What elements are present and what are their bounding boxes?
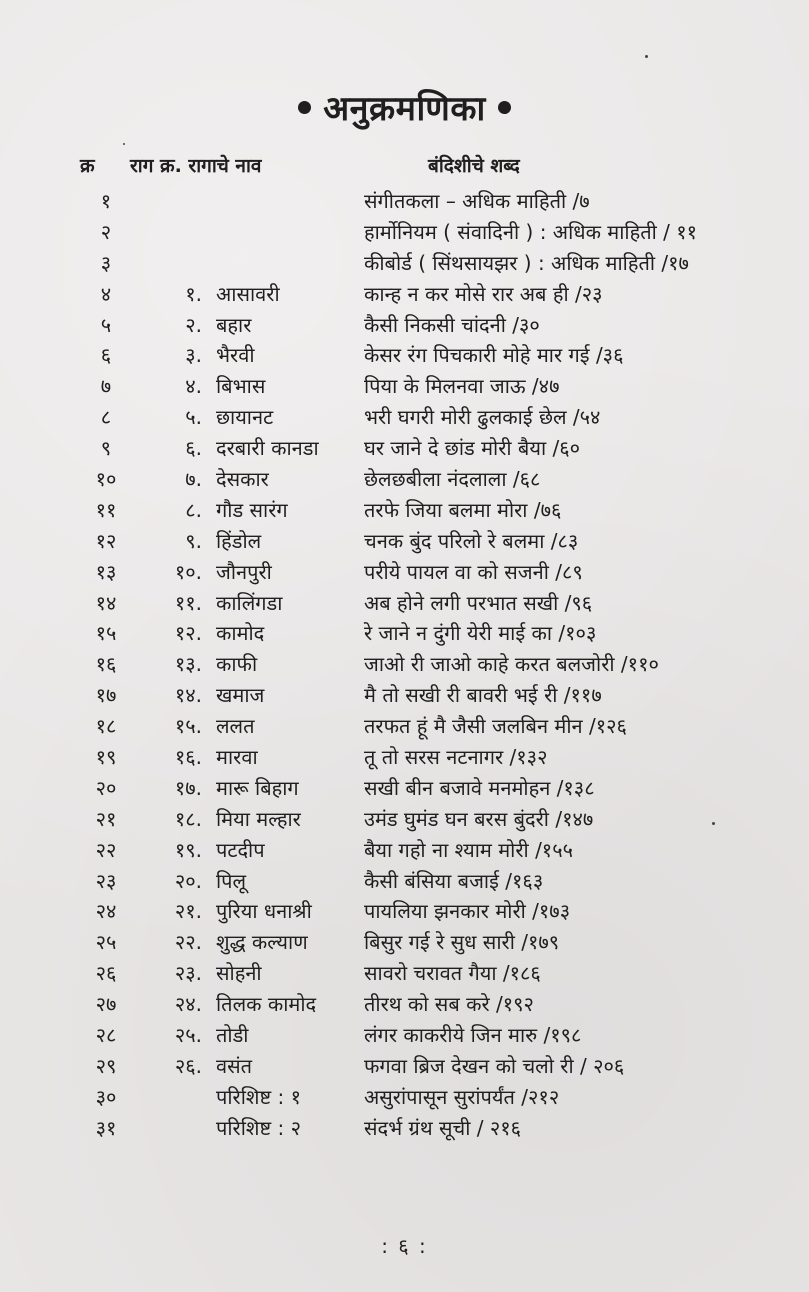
row-raag-name: वसंत [216,1053,253,1078]
header-raag: राग क्र. रागाचे नाव [130,155,262,177]
table-row [0,1113,809,1144]
row-raag-number: २५. [174,1023,202,1048]
table-row [0,186,809,217]
row-raag-name: ललत [216,714,255,739]
row-bandish-words: सावरो चरावत गैया /१८६ [364,961,541,986]
row-raag-name: परिशिष्ट : १ [216,1084,302,1109]
row-bandish-words: परीये पायल वा को सजनी /८९ [364,559,583,584]
table-row [0,248,809,279]
row-raag-number: १. [185,281,202,306]
row-raag-number: १९. [174,837,202,862]
row-raag-name: खमाज [216,683,265,708]
row-serial: ३० [95,1084,117,1109]
row-raag-name: मारवा [216,745,258,770]
row-raag-name: मारू बिहाग [216,775,299,800]
row-raag-number: २३. [174,961,202,986]
row-bandish-words: तरफे जिया बलमा मोरा /७६ [364,497,562,522]
row-bandish-words: बैया गहो ना श्याम मोरी /१५५ [364,837,574,862]
row-bandish-words: कान्ह न कर मोसे रार अब ही /२३ [364,281,603,306]
row-serial: १६ [95,652,117,677]
row-bandish-words: संदर्भ ग्रंथ सूची / २१६ [364,1115,522,1140]
row-serial: २६ [95,961,117,986]
table-row [0,711,809,742]
table-row [0,217,809,248]
row-raag-number: १४. [174,683,202,708]
row-raag-name: काफी [216,652,258,677]
row-raag-name: गौड सारंग [216,497,288,522]
row-raag-name: बिभास [216,374,266,399]
row-raag-name: भैरवी [216,343,255,368]
row-serial: २७ [95,992,117,1017]
table-row [0,495,809,526]
row-bandish-words: तीरथ को सब करे /१९२ [364,992,534,1017]
row-raag-name: कामोद [216,621,265,646]
row-bandish-words: तरफत हूं मै जैसी जलबिन मीन /१२६ [364,714,627,739]
row-bandish-words: फगवा ब्रिज देखन को चलो री / २०६ [364,1053,625,1078]
page-title-text: अनुक्रमणिका [323,89,486,129]
row-bandish-words: चनक बुंद परिलो रे बलमा /८३ [364,528,579,553]
table-row [0,804,809,835]
row-serial: २० [95,775,117,800]
row-serial: १४ [95,590,117,615]
bullet-icon [498,101,511,114]
row-bandish-words: सखी बीन बजावे मनमोहन /१३८ [364,775,595,800]
row-serial: २ [100,219,112,244]
row-raag-number: ७. [185,467,202,492]
table-row [0,649,809,680]
table-row [0,1051,809,1082]
index-table [0,186,809,1144]
row-raag-name: आसावरी [216,281,280,306]
table-row [0,958,809,989]
row-raag-name: छायानट [216,405,274,430]
row-raag-number: १८. [174,806,202,831]
table-row [0,927,809,958]
row-bandish-words: घर जाने दे छांड मोरी बैया /६० [364,436,581,461]
row-raag-name: बहार [216,312,252,337]
row-bandish-words: बिसुर गई रे सुध सारी /१७९ [364,930,560,955]
page-number: : ६ : [381,1234,428,1258]
row-serial: ३ [100,250,112,275]
row-raag-name: शुद्ध कल्याण [216,930,308,955]
table-row [0,402,809,433]
row-bandish-words: कीबोर्ड ( सिंथसायझर ) : अधिक माहिती /१७ [364,250,689,275]
row-raag-number: ६. [185,436,202,461]
header-serial: क्र [80,155,95,177]
row-bandish-words: रे जाने न दुंगी येरी माई का /१०३ [364,621,597,646]
row-bandish-words: असुरांपासून सुरांपर्यंत /२१२ [364,1084,560,1109]
row-serial: १७ [95,683,117,708]
table-row [0,896,809,927]
row-raag-number: २४. [174,992,202,1017]
row-serial: १२ [95,528,117,553]
row-raag-number: १०. [174,559,202,584]
row-raag-number: १५. [174,714,202,739]
row-raag-number: ४. [185,374,202,399]
row-bandish-words: कैसी निकसी चांदनी /३० [364,312,540,337]
row-raag-name: तिलक कामोद [216,992,317,1017]
table-row [0,340,809,371]
table-row [0,618,809,649]
row-serial: ६ [100,343,112,368]
row-bandish-words: लंगर काकरीये जिन मारु /१९८ [364,1023,582,1048]
row-raag-name: परिशिष्ट : २ [216,1115,302,1140]
table-row [0,989,809,1020]
row-serial: ५ [100,312,112,337]
table-row [0,526,809,557]
table-row [0,310,809,341]
row-serial: २४ [95,899,117,924]
paper-speck [712,822,715,825]
row-raag-number: २०. [174,868,202,893]
row-raag-number: २२. [174,930,202,955]
row-raag-name: पिलू [216,868,247,893]
row-serial: १३ [95,559,117,584]
row-serial: १० [95,467,117,492]
table-row [0,773,809,804]
row-serial: २१ [95,806,117,831]
row-raag-number: ११. [174,590,202,615]
row-bandish-words: तू तो सरस नटनागर /१३२ [364,745,548,770]
row-serial: ७ [100,374,112,399]
row-bandish-words: पिया के मिलनवा जाऊ /४७ [364,374,560,399]
table-row [0,680,809,711]
row-serial: ३१ [95,1115,117,1140]
row-raag-number: १७. [174,775,202,800]
row-serial: ८ [100,405,112,430]
row-raag-number: २१. [174,899,202,924]
row-serial: २५ [95,930,117,955]
row-bandish-words: केसर रंग पिचकारी मोहे मार गई /३६ [364,343,624,368]
row-bandish-words: छेलछबीला नंदलाला /६८ [364,467,541,492]
table-row [0,1020,809,1051]
paper-speck [645,55,648,58]
row-serial: ४ [100,281,112,306]
table-row [0,835,809,866]
row-raag-name: सोहनी [216,961,262,986]
table-row [0,433,809,464]
row-bandish-words: अब होने लगी परभात सखी /९६ [364,590,593,615]
page-title [0,84,809,130]
table-row [0,557,809,588]
row-serial: २८ [95,1023,117,1048]
row-raag-name: पटदीप [216,837,265,862]
row-serial: २२ [95,837,117,862]
row-raag-number: २. [185,312,202,337]
table-row [0,1082,809,1113]
row-raag-number: ८. [185,497,202,522]
table-row [0,588,809,619]
table-row [0,742,809,773]
row-raag-name: कालिंगडा [216,590,283,615]
row-raag-number: १६. [174,745,202,770]
row-bandish-words: जाओ री जाओ काहे करत बलजोरी /११० [364,652,659,677]
row-serial: १८ [95,714,117,739]
table-row [0,279,809,310]
row-bandish-words: भरी घगरी मोरी ढुलकाई छेल /५४ [364,405,601,430]
row-raag-number: १२. [174,621,202,646]
row-raag-name: मिया मल्हार [216,806,301,831]
table-row [0,371,809,402]
paper-speck [123,143,125,145]
row-bandish-words: पायलिया झनकार मोरी /१७३ [364,899,571,924]
row-raag-number: ९. [185,528,202,553]
row-bandish-words: हार्मोनियम ( संवादिनी ) : अधिक माहिती / ११ [364,219,698,244]
row-raag-number: १३. [174,652,202,677]
table-header [0,152,809,184]
bullet-icon [298,101,311,114]
row-raag-number: ३. [185,343,202,368]
header-bandish-words: बंदिशीचे शब्द [428,155,520,177]
row-serial: २३ [95,868,117,893]
row-bandish-words: कैसी बंसिया बजाई /१६३ [364,868,544,893]
row-serial: १ [100,189,112,213]
row-serial: १९ [95,745,117,770]
row-serial: १५ [95,621,117,646]
row-bandish-words: मै तो सखी री बावरी भई री /११७ [364,683,602,708]
row-serial: ११ [95,497,117,522]
row-serial: ९ [100,436,112,461]
row-raag-number: २६. [174,1053,202,1078]
row-raag-name: तोडी [216,1023,249,1048]
row-raag-name: दरबारी कानडा [216,436,319,461]
table-row [0,464,809,495]
row-raag-name: देसकार [216,467,269,492]
row-bandish-words: उमंड घुमंड घन बरस बुंदरी /१४७ [364,806,594,831]
row-raag-name: जौनपुरी [216,559,272,584]
row-serial: २९ [95,1053,117,1078]
row-raag-name: हिंडोल [216,528,262,553]
table-row [0,866,809,897]
row-bandish-words: संगीतकला – अधिक माहिती /७ [364,189,590,213]
row-raag-name: पुरिया धनाश्री [216,899,312,924]
row-raag-number: ५. [185,405,202,430]
